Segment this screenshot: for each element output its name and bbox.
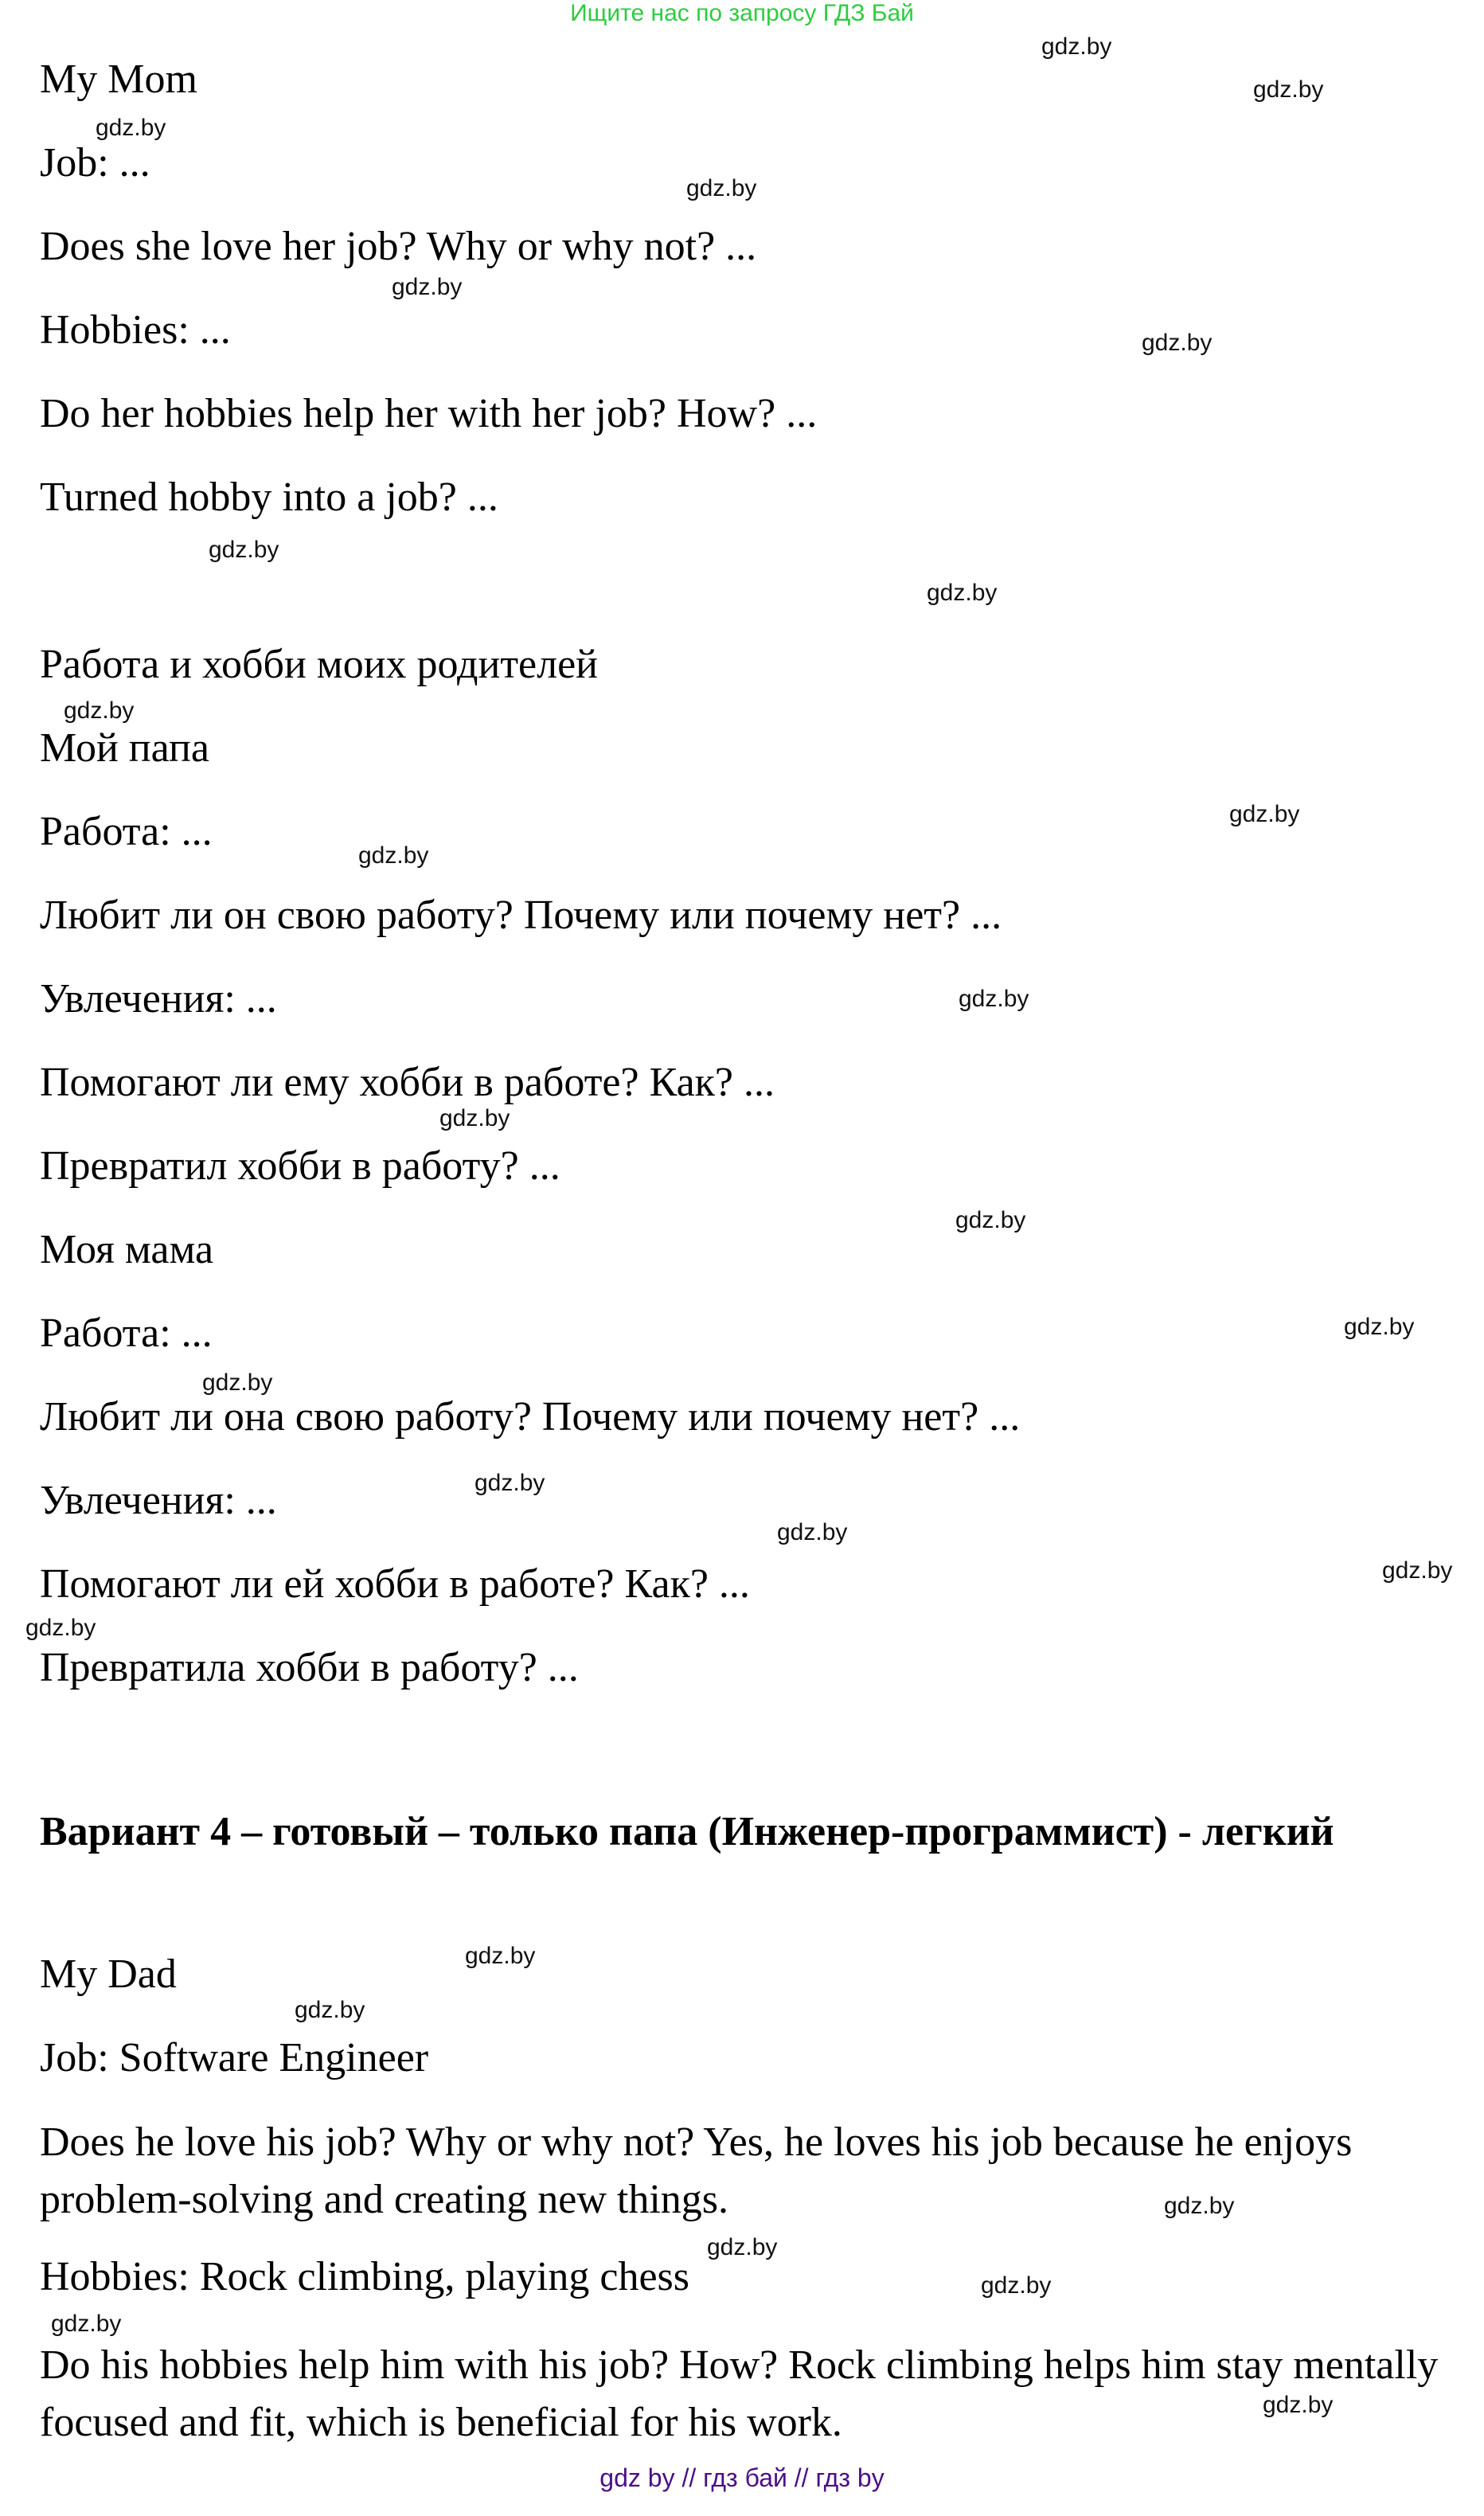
mom-hobbies: Hobbies: ... — [40, 307, 231, 353]
watermark: gdz.by — [295, 1997, 365, 2023]
mom-job: Job: ... — [40, 140, 150, 186]
watermark: gdz.by — [1253, 76, 1324, 103]
ru-dad-turned: Превратил хобби в работу? ... — [40, 1143, 560, 1189]
ru-dad-help: Помогают ли ему хобби в работе? Как? ... — [40, 1060, 775, 1105]
variant4-help: Do his hobbies help him with his job? How? Rock climbing helps him stay mentally focused and fit, which is beneficial for his work. — [40, 2342, 1439, 2445]
watermark: gdz.by — [51, 2311, 122, 2337]
watermark: gdz.by — [96, 115, 166, 141]
watermark: gdz.by — [474, 1470, 545, 1496]
variant4-love: Does he love his job? Why or why not? Yes, he loves his job because he enjoys problem-solving and creating new things. — [40, 2119, 1353, 2222]
watermark: gdz.by — [927, 580, 998, 606]
watermark: gdz.by — [959, 986, 1029, 1012]
watermark: gdz.by — [1382, 1557, 1453, 1584]
ru-mom-love: Любит ли она свою работу? Почему или почему нет? ... — [40, 1394, 1021, 1440]
ru-dad-job: Работа: ... — [40, 809, 213, 854]
mom-turned-hobby: Turned hobby into a job? ... — [40, 475, 498, 520]
ru-mom-job: Работа: ... — [40, 1311, 213, 1356]
watermark: gdz.by — [1142, 330, 1213, 356]
ru-mom-hobbies: Увлечения: ... — [40, 1478, 277, 1523]
watermark: gdz.by — [955, 1207, 1026, 1233]
watermark: gdz.by — [209, 537, 279, 563]
watermark: gdz.by — [439, 1105, 510, 1131]
watermark: gdz.by — [707, 2234, 778, 2260]
variant4-job: Job: Software Engineer — [40, 2035, 429, 2080]
ru-heading: Работа и хобби моих родителей — [40, 642, 598, 687]
title-my-mom: My Mom — [40, 57, 197, 102]
watermark: gdz.by — [1164, 2193, 1235, 2219]
mom-love-job: Does she love her job? Why or why not? ... — [40, 224, 757, 269]
watermark: gdz.by — [1041, 33, 1112, 60]
mom-hobbies-help: Do her hobbies help her with her job? How? ... — [40, 391, 818, 436]
ru-mom-title: Моя мама — [40, 1227, 214, 1272]
watermark: gdz.by — [465, 1943, 536, 1969]
watermark: gdz.by — [981, 2272, 1052, 2299]
watermark: gdz.by — [25, 1615, 96, 1641]
watermark: gdz.by — [1229, 801, 1300, 827]
watermark: gdz.by — [686, 175, 757, 201]
ru-mom-help: Помогают ли ей хобби в работе? Как? ... — [40, 1561, 750, 1607]
watermark: gdz.by — [202, 1369, 273, 1396]
watermark: gdz.by — [64, 697, 135, 724]
variant4-heading: Вариант 4 – готовый – только папа (Инженер-программист) - легкий — [40, 1809, 1334, 1854]
ru-dad-hobbies: Увлечения: ... — [40, 976, 277, 1022]
watermark: gdz.by — [1263, 2392, 1334, 2418]
ru-dad-love: Любит ли он свою работу? Почему или почему нет? ... — [40, 893, 1002, 938]
ru-dad-title: Мой папа — [40, 725, 209, 771]
variant4-hobbies: Hobbies: Rock climbing, playing chess — [40, 2254, 690, 2299]
variant4-title: My Dad — [40, 1951, 177, 1997]
footer-links: gdz by // гдз бай // гдз by — [599, 2463, 885, 2492]
search-banner: Ищите нас по запросу ГДЗ Бай — [570, 0, 914, 26]
ru-mom-turned: Превратила хобби в работу? ... — [40, 1645, 579, 1690]
watermark: gdz.by — [1344, 1314, 1415, 1340]
watermark: gdz.by — [777, 1519, 848, 1545]
watermark: gdz.by — [358, 842, 429, 869]
watermark: gdz.by — [392, 274, 463, 300]
